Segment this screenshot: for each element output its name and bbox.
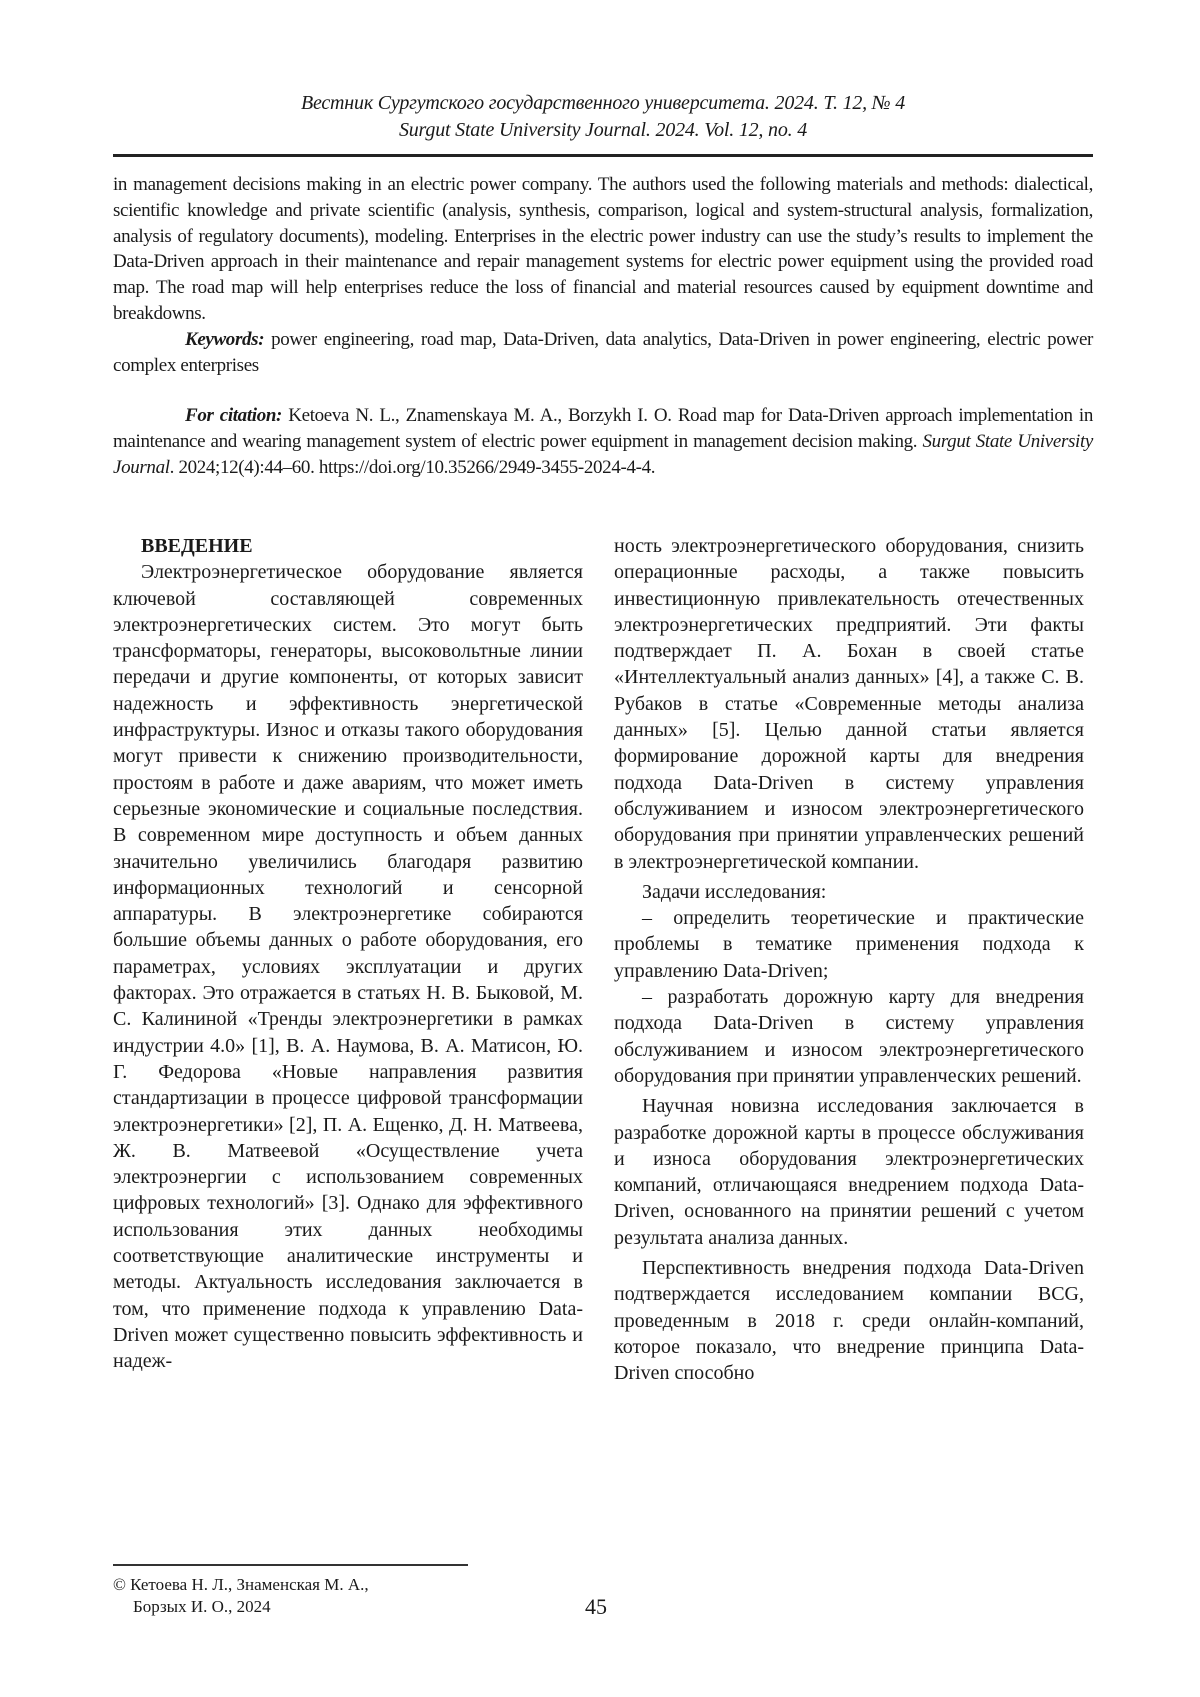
copyright-line-1: © Кетоева Н. Л., Знаменская М. А., xyxy=(113,1575,369,1594)
section-title: ВВЕДЕНИЕ xyxy=(141,535,253,557)
footnote-rule xyxy=(113,1564,468,1566)
task-item: – разработать дорожную карту для внедрения подхода Data-Driven в систему управления обслуживанием и износом электроэнергетического оборудования при принятии управленческих решений. xyxy=(614,986,1084,1087)
intro-paragraph: Электроэнергетическое оборудование является ключевой составляющей современных электроэнергетических систем. Это могут быть трансформаторы, генераторы, высоковольтные линии передачи и другие компоненты, от которых зависит надежность и эффективность энергетической инфраструктуры. Износ и отказы такого оборудования могут привести к снижению производительности, простоям в работе и даже авариям, что может иметь серьезные экономические и социальные последствия. В современном мире доступность и объем данных значительно увеличились благодаря развитию информационных технологий и сенсорной аппаратуры. В электроэнергетике собираются большие объемы данных о работе оборудования, его параметрах, условиях эксплуатации и других факторах. Это отражается в статьях Н. В. Быковой, М. С. Калининой «Тренды электроэнергетики в рамках индустрии 4.0» [1], В. А. Наумова, В. А. Матисон, Ю. Г. Федорова «Новые направления развития стандартизации в процессе цифровой трансформации электроэнергетики» [2], П. А. Ещенко, Д. Н. Матвеева, Ж. В. Матвеевой «Осуществление учета электроэнергии с использованием современных цифровых технологий» [3]. Однако для эффективного использования этих данных необходимы соответствующие аналитические инструменты и методы. Актуальность исследования заключается в том, что применение подхода к управлению Data-Driven может существенно повысить эффективность и надеж- xyxy=(113,561,583,1373)
novelty-paragraph: Научная новизна исследования заключается в разработке дорожной карты в процессе обслуживания и износа оборудования электроэнергетических компаний, отличающаяся внедрением подхода Data-Driven, основанного на принятии решений с учетом результата анализа данных. xyxy=(614,1095,1084,1249)
abstract-text: in management decisions making in an electric power company. The authors used the following materials and methods: dialectical, scientific knowledge and private scientific (analysis, synthesis, comparison, logical and system-structural analysis, formalization, analysis of regulatory documents), modeling. Enterprises in the electric power industry can use the study’s results to implement the Data-Driven approach in their maintenance and repair management systems for electric power equipment using the provided road map. The road map will help enterprises reduce the loss of financial and material resources caused by equipment downtime and breakdowns. xyxy=(113,174,1093,324)
perspective-paragraph: Перспективность внедрения подхода Data-Driven подтверждается исследованием компании BCG, проведенным в 2018 г. среди онлайн-компаний, которое показало, что внедрение принципа Data-Driven способно xyxy=(614,1257,1084,1385)
keywords-list: power engineering, road map, Data-Driven, data analytics, Data-Driven in power engineering, electric power complex enterprises xyxy=(113,328,1093,376)
page-number: 45 xyxy=(585,1594,607,1619)
keywords-label: Keywords: xyxy=(185,328,265,350)
copyright-footnote xyxy=(113,1574,369,1618)
copyright-line-2: Борзых И. О., 2024 xyxy=(133,1597,271,1616)
journal-header xyxy=(113,90,1093,144)
tasks-heading: Задачи исследования: xyxy=(642,880,827,903)
header-rule xyxy=(113,154,1093,157)
intro-continuation: ность электроэнергетического оборудования, снизить операционные расходы, а также повысить инвестиционную привлекательность отечественных электроэнергетических предприятий. Эти факты подтверждает П. А. Бохан в своей статье «Интеллектуальный анализ данных» [4], а также С. В. Рубаков в статье «Современные методы анализа данных» [5]. Целью данной статьи является формирование дорожной карты для внедрения подхода Data-Driven в систему управления обслуживанием и износом электроэнергетического оборудования при принятии управленческих решений в электроэнергетической компании. xyxy=(614,535,1084,873)
left-column xyxy=(113,533,583,1375)
journal-title-en: Surgut State University Journal. 2024. Vol. 12, no. 4 xyxy=(398,119,808,141)
citation-doi: . 2024;12(4):44–60. https://doi.org/10.35266/2949-3455-2024-4-4. xyxy=(169,456,656,478)
citation xyxy=(113,403,1093,480)
abstract-section xyxy=(113,172,1093,481)
citation-text: Ketoeva N. L., Znamenskaya M. A., Borzykh I. O. Road map for Data-Driven approach implementation in maintenance and wearing management system of electric power equipment in management decision making. xyxy=(113,405,1093,453)
keywords xyxy=(113,327,1093,379)
journal-title-ru: Вестник Сургутского государственного университета. 2024. Т. 12, № 4 xyxy=(300,92,906,114)
citation-label: For citation: xyxy=(185,405,283,427)
task-item: – определить теоретические и практические проблемы в тематике применения подхода к управлению Data-Driven; xyxy=(614,907,1084,982)
right-column xyxy=(614,533,1084,1387)
citation-journal: Surgut State University Journal xyxy=(113,431,1093,478)
